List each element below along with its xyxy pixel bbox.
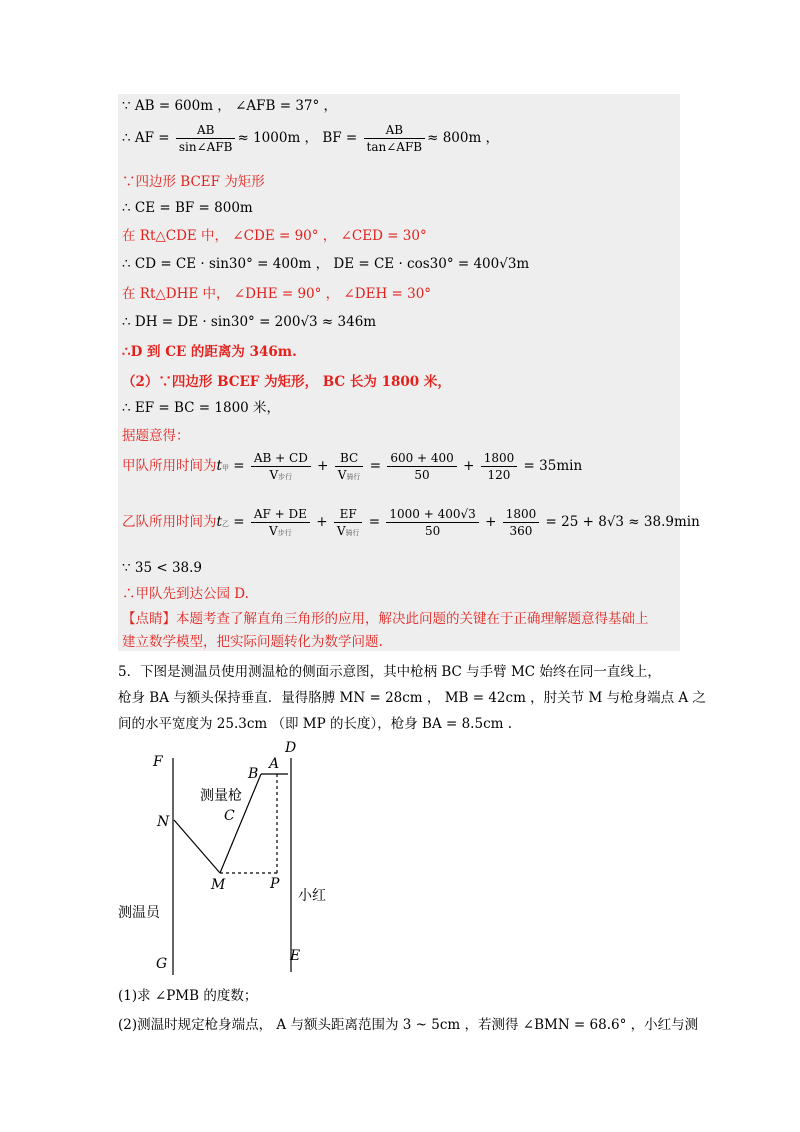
fraction: $\frac{1800}{120}$ xyxy=(481,452,518,481)
fraction: $\frac{AF + DE}{\text{V步行}}$ xyxy=(251,508,310,537)
label-F: F xyxy=(153,754,163,770)
sol-line-3: ∵四边形 BCEF 为矩形 xyxy=(122,174,265,190)
question-line-1: 5．下图是测温员使用测温枪的侧面示意图，其中枪柄 BC 与手臂 MC 始终在同一直线上， xyxy=(118,664,661,680)
sol-line-11: ∴ EF = BC = 1800 米， xyxy=(122,400,281,416)
fraction: $\frac{BC}{\text{V骑行}}$ xyxy=(335,452,364,481)
label-A: A xyxy=(269,756,280,772)
label-temp-checker: 测温员 xyxy=(118,905,160,921)
label-P: P xyxy=(270,876,280,892)
sol-line-13: 甲队所用时间为t甲 = $\frac{AB + CD}{\text{V步行}}$ + $\frac{BC}{\text{V骑行}}$ = $\frac{600 + 400}{50}$ + $\frac{1800}{120}$ = 35min xyxy=(122,451,583,482)
fraction: $\frac{1800}{360}$ xyxy=(503,508,540,537)
sol-line-9: ∴D 到 CE 的距离为 346m. xyxy=(122,344,297,360)
sol-line-2: ∴ AF = $\frac{AB}{\text{sin∠AFB}}$ ≈ 1000m ， BF = $\frac{AB}{\text{tan∠AFB}}$ ≈ 800m ， xyxy=(122,123,500,154)
fraction: $\frac{AB}{\text{sin∠AFB}}$ xyxy=(176,124,236,153)
label-xiaohong: 小红 xyxy=(298,888,326,904)
sol-line-12: 据题意得： xyxy=(122,428,190,444)
fraction: $\frac{AB + CD}{\text{V步行}}$ xyxy=(251,452,311,481)
question-line-2: 枪身 BA 与额头保持垂直．量得胳膊 MN = 28cm ， MB = 42cm ，肘关节 M 与枪身端点 A 之 xyxy=(118,690,706,706)
sub-question-1: (1)求 ∠PMB 的度数； xyxy=(118,988,258,1004)
sol-line-8: ∴ DH = DE · sin30° = 200√3 ≈ 346m xyxy=(122,314,377,330)
label-E: E xyxy=(290,948,301,964)
sol-line-10: （2）∵四边形 BCEF 为矩形， BC 长为 1800 米， xyxy=(122,374,451,390)
label-D: D xyxy=(285,740,297,756)
fraction: $\frac{1000 + 400√3}{50}$ xyxy=(386,508,478,537)
segment-NM xyxy=(174,820,220,873)
sol-line-17: 【点睛】本题考查了解直角三角形的应用，解决此问题的关键在于正确理解题意得基础上 xyxy=(122,611,649,627)
question-line-3: 间的水平宽度为 25.3cm （即 MP 的长度），枪身 BA = 8.5cm . xyxy=(118,716,513,732)
sol-line-1: ∵ AB = 600m ， ∠AFB = 37° ， xyxy=(122,98,338,114)
sol-line-14: 乙队所用时间为t乙 = $\frac{AF + DE}{\text{V步行}}$ + $\frac{EF}{\text{V骑行}}$ = $\frac{1000 + 400√3}{50}$ + $\frac{1800}{360}$ = 25 + 8√3 ≈ 38.9min xyxy=(122,507,700,538)
label-N: N xyxy=(157,814,170,830)
sub-question-2: (2)测温时规定枪身端点， A 与额头距离范围为 3 ~ 5cm ，若测得 ∠BMN = 68.6° ，小红与测 xyxy=(118,1017,699,1033)
sol-line-7: 在 Rt△DHE 中， ∠DHE = 90° ， ∠DEH = 30° xyxy=(122,286,432,302)
fraction: $\frac{600 + 400}{50}$ xyxy=(387,452,457,481)
sol-line-5: 在 Rt△CDE 中， ∠CDE = 90° ， ∠CED = 30° xyxy=(122,228,427,244)
fraction: $\frac{AB}{\text{tan∠AFB}}$ xyxy=(364,124,426,153)
label-gun: 测量枪 xyxy=(200,788,242,804)
sol-line-6: ∴ CD = CE · sin30° = 400m ， DE = CE · cos30° = 400√3m xyxy=(122,256,530,272)
label-B: B xyxy=(248,766,259,782)
sol-line-4: ∴ CE = BF = 800m xyxy=(122,200,253,216)
sol-line-18: 建立数学模型，把实际问题转化为数学问题. xyxy=(122,634,383,650)
label-M: M xyxy=(211,877,226,893)
sol-line-15: ∵ 35 < 38.9 xyxy=(122,560,203,576)
sol-line-16: ∴甲队先到达公园 D. xyxy=(122,586,249,602)
label-C: C xyxy=(224,808,235,824)
label-G: G xyxy=(156,956,168,972)
fraction: $\frac{EF}{\text{V骑行}}$ xyxy=(334,508,363,537)
